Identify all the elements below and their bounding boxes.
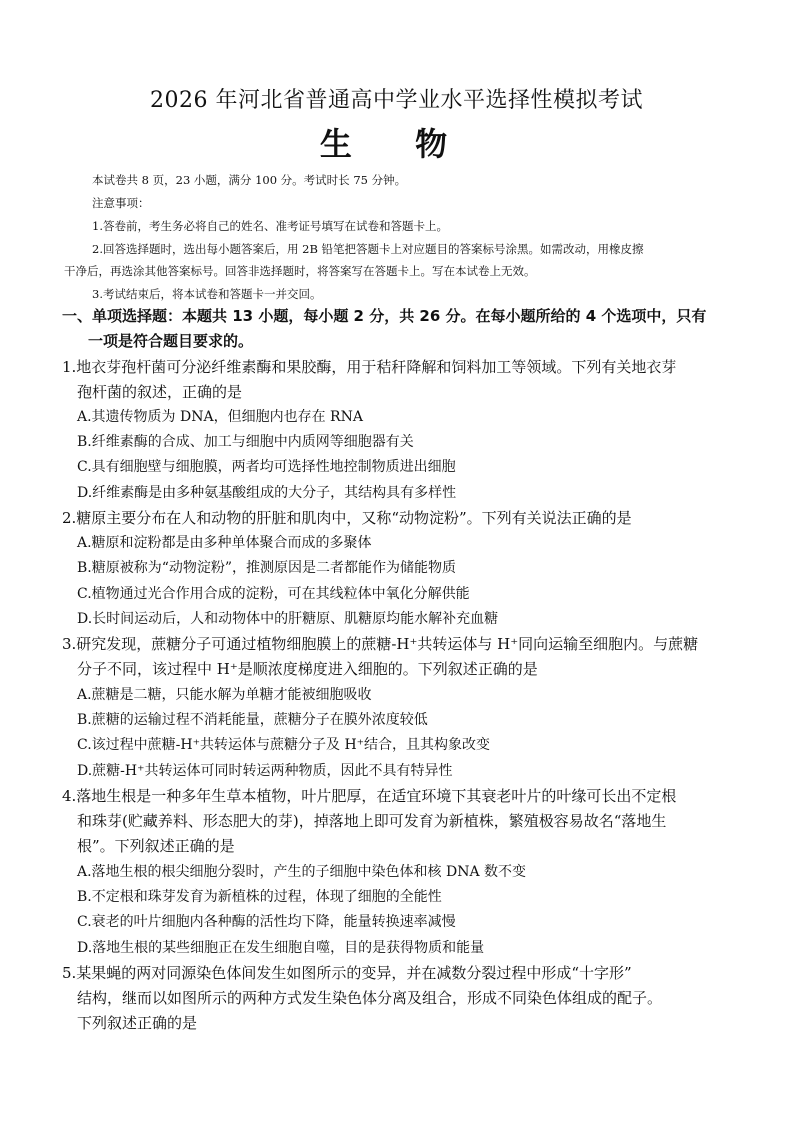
notes-item-2-line-1: 2.回答选择题时，选出每小题答案后，用 2B 铅笔把答题卡上对应题目的答案标号涂黑。如需改动，用橡皮擦 [92, 242, 644, 256]
notes-item-3: 3.考试结束后，将本试卷和答题卡一并交回。 [92, 287, 322, 301]
question-3-option-b: B.蔗糖的运输过程不消耗能量，蔗糖分子在膜外浓度较低 [77, 712, 428, 728]
question-2-option-b: B.糖原被称为“动物淀粉”，推测原因是二者都能作为储能物质 [77, 560, 457, 576]
notes-item-1: 1.答卷前，考生务必将自己的姓名、准考证号填写在试卷和答题卡上。 [92, 219, 448, 233]
question-3-option-d: D.蔗糖-H⁺共转运体可同时转运两种物质，因此不具有特异性 [77, 763, 453, 779]
question-4-option-a: A.落地生根的根尖细胞分裂时，产生的子细胞中染色体和核 DNA 数不变 [77, 864, 527, 880]
question-2-stem-line-1: 2.糖原主要分布在人和动物的肝脏和肌肉中，又称“动物淀粉”。下列有关说法正确的是 [62, 509, 632, 527]
exam-intro: 本试卷共 8 页，23 小题，满分 100 分。考试时长 75 分钟。 [92, 173, 407, 187]
question-1-option-b: B.纤维素酶的合成、加工与细胞中内质网等细胞器有关 [77, 434, 414, 450]
question-1-option-d: D.纤维素酶是由多种氨基酸组成的大分子，其结构具有多样性 [77, 485, 457, 501]
question-1-option-a: A.其遗传物质为 DNA，但细胞内也存在 RNA [77, 409, 363, 425]
question-5-stem-line-3: 下列叙述正确的是 [77, 1014, 198, 1032]
question-4-option-d: D.落地生根的某些细胞正在发生细胞自噬，目的是获得物质和能量 [77, 940, 485, 956]
question-3-option-c: C.该过程中蔗糖-H⁺共转运体与蔗糖分子及 H⁺结合，且其构象改变 [77, 737, 491, 753]
question-1-option-c: C.具有细胞壁与细胞膜，两者均可选择性地控制物质进出细胞 [77, 459, 456, 475]
section-heading-line-1: 一、单项选择题：本题共 13 小题，每小题 2 分，共 26 分。在每小题所给的 4 个选项中，只有 [62, 307, 707, 325]
question-2-option-a: A.糖原和淀粉都是由多种单体聚合而成的多聚体 [77, 535, 372, 551]
notes-item-2-line-2: 干净后，再选涂其他答案标号。回答非选择题时，将答案写在答题卡上。写在本试卷上无效。 [64, 264, 536, 278]
question-5-stem-line-2: 结构，继而以如图所示的两种方式发生染色体分离及组合，形成不同染色体组成的配子。 [77, 989, 663, 1007]
question-1-stem-line-1: 1.地衣芽孢杆菌可分泌纤维素酶和果胶酶，用于秸秆降解和饲料加工等领域。下列有关地衣芽 [62, 358, 677, 376]
question-3-stem-line-2: 分子不同，该过程中 H⁺是顺浓度梯度进入细胞的。下列叙述正确的是 [77, 660, 538, 678]
question-3-stem-line-1: 3.研究发现，蔗糖分子可通过植物细胞膜上的蔗糖-H⁺共转运体与 H⁺同向运输至细胞内。与蔗糖 [62, 635, 699, 653]
notes-label: 注意事项： [92, 196, 150, 210]
question-4-stem-line-1: 4.落地生根是一种多年生草本植物，叶片肥厚，在适宜环境下其衰老叶片的叶缘可长出不定根 [62, 787, 677, 805]
question-1-stem-line-2: 孢杆菌的叙述，正确的是 [77, 383, 243, 401]
question-2-option-d: D.长时间运动后，人和动物体中的肝糖原、肌糖原均能水解补充血糖 [77, 611, 499, 627]
question-5-stem-line-1: 5.某果蝇的两对同源染色体间发生如图所示的变异，并在减数分裂过程中形成“十字形” [62, 964, 632, 982]
question-4-option-c: C.衰老的叶片细胞内各种酶的活性均下降，能量转换速率减慢 [77, 914, 456, 930]
question-3-option-a: A.蔗糖是二糖，只能水解为单糖才能被细胞吸收 [77, 687, 372, 703]
section-heading-line-2: 一项是符合题目要求的。 [88, 332, 254, 350]
question-4-stem-line-2: 和珠芽(贮藏养料、形态肥大的芽)，掉落地上即可发育为新植株，繁殖极容易故名“落地生 [77, 812, 667, 830]
subject-title: 生 物 [319, 125, 474, 163]
question-4-option-b: B.不定根和珠芽发育为新植株的过程，体现了细胞的全能性 [77, 889, 442, 905]
question-2-option-c: C.植物通过光合作用合成的淀粉，可在其线粒体中氧化分解供能 [77, 586, 470, 602]
exam-title: 2026 年河北省普通高中学业水平选择性模拟考试 [150, 88, 643, 113]
question-4-stem-line-3: 根”。下列叙述正确的是 [77, 837, 235, 855]
